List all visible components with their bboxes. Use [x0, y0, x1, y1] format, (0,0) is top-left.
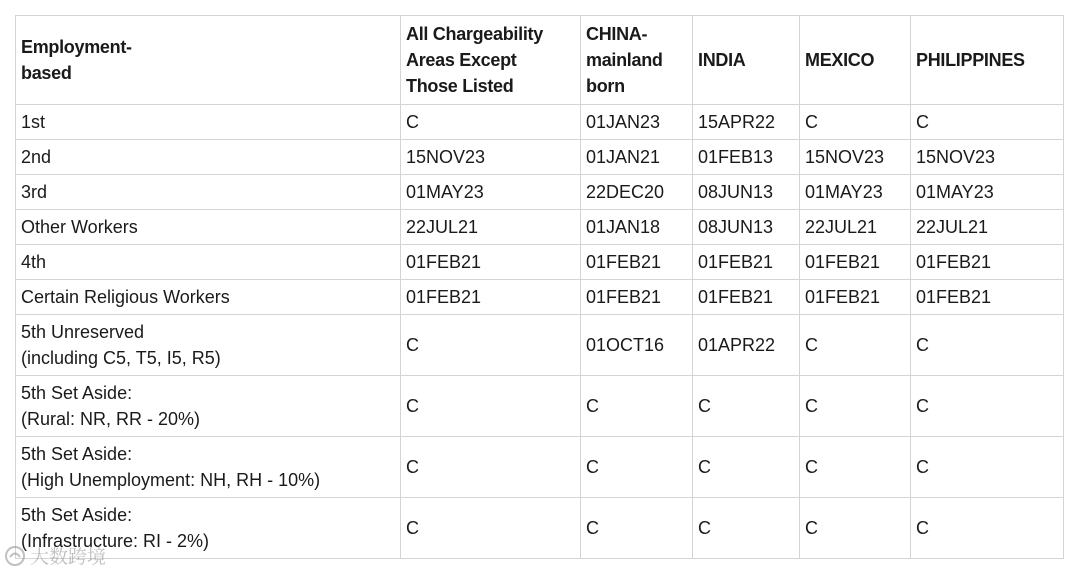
cell-mexico: C [800, 105, 911, 140]
cell-mexico: 01FEB21 [800, 280, 911, 315]
cell-india: C [693, 437, 800, 498]
cell-all-chargeability: C [401, 498, 581, 559]
cell-mexico: C [800, 498, 911, 559]
cell-all-chargeability: C [401, 315, 581, 376]
cell-india: C [693, 498, 800, 559]
cell-india: 08JUN13 [693, 175, 800, 210]
table-row [16, 245, 1064, 280]
cell-category: 5th Set Aside: (Infrastructure: RI - 2%) [16, 498, 401, 559]
employment-based-dates-table [15, 15, 1064, 559]
cell-philippines: C [911, 315, 1064, 376]
cell-all-chargeability: 22JUL21 [401, 210, 581, 245]
table-row [16, 437, 1064, 498]
cell-china: C [581, 376, 693, 437]
cell-philippines: 01FEB21 [911, 280, 1064, 315]
table-row [16, 105, 1064, 140]
cell-philippines: 01FEB21 [911, 245, 1064, 280]
cell-mexico: C [800, 376, 911, 437]
cell-mexico: 01MAY23 [800, 175, 911, 210]
table-row [16, 140, 1064, 175]
cell-all-chargeability: 01MAY23 [401, 175, 581, 210]
cell-china: C [581, 498, 693, 559]
cell-all-chargeability: 01FEB21 [401, 280, 581, 315]
cell-category: 5th Set Aside: (High Unemployment: NH, RH - 10%) [16, 437, 401, 498]
table-row [16, 175, 1064, 210]
cell-china: 22DEC20 [581, 175, 693, 210]
table-row [16, 376, 1064, 437]
table-row [16, 210, 1064, 245]
cell-all-chargeability: 15NOV23 [401, 140, 581, 175]
cell-india: 01FEB21 [693, 245, 800, 280]
watermark [4, 542, 106, 569]
header-employment-based: Employment- based [16, 16, 401, 105]
cell-philippines: 15NOV23 [911, 140, 1064, 175]
watermark-logo-icon [4, 545, 26, 567]
table-row [16, 280, 1064, 315]
cell-all-chargeability: 01FEB21 [401, 245, 581, 280]
cell-category: 5th Set Aside: (Rural: NR, RR - 20%) [16, 376, 401, 437]
table-body [16, 105, 1064, 559]
cell-all-chargeability: C [401, 105, 581, 140]
cell-category: 1st [16, 105, 401, 140]
cell-mexico: 22JUL21 [800, 210, 911, 245]
cell-all-chargeability: C [401, 376, 581, 437]
cell-philippines: 22JUL21 [911, 210, 1064, 245]
header-mexico: MEXICO [800, 16, 911, 105]
cell-category: 5th Unreserved (including C5, T5, I5, R5) [16, 315, 401, 376]
watermark-text: 大数跨境 [30, 546, 107, 568]
header-india: INDIA [693, 16, 800, 105]
cell-china: 01JAN21 [581, 140, 693, 175]
cell-india: 08JUN13 [693, 210, 800, 245]
header-all-chargeability: All Chargeability Areas Except Those Listed [401, 16, 581, 105]
cell-category: Certain Religious Workers [16, 280, 401, 315]
cell-philippines: C [911, 376, 1064, 437]
header-china: CHINA- mainland born [581, 16, 693, 105]
cell-china: 01OCT16 [581, 315, 693, 376]
visa-bulletin-table-container [15, 15, 1063, 559]
cell-philippines: C [911, 498, 1064, 559]
cell-india: C [693, 376, 800, 437]
cell-mexico: C [800, 437, 911, 498]
cell-mexico: 15NOV23 [800, 140, 911, 175]
cell-category: 3rd [16, 175, 401, 210]
cell-all-chargeability: C [401, 437, 581, 498]
cell-china: 01JAN23 [581, 105, 693, 140]
table-row [16, 315, 1064, 376]
cell-china: 01FEB21 [581, 245, 693, 280]
cell-china: 01FEB21 [581, 280, 693, 315]
cell-india: 15APR22 [693, 105, 800, 140]
cell-mexico: C [800, 315, 911, 376]
cell-india: 01APR22 [693, 315, 800, 376]
cell-china: 01JAN18 [581, 210, 693, 245]
cell-category: Other Workers [16, 210, 401, 245]
cell-mexico: 01FEB21 [800, 245, 911, 280]
cell-philippines: C [911, 105, 1064, 140]
cell-philippines: 01MAY23 [911, 175, 1064, 210]
table-header-row [16, 16, 1064, 105]
cell-philippines: C [911, 437, 1064, 498]
cell-india: 01FEB21 [693, 280, 800, 315]
cell-category: 4th [16, 245, 401, 280]
cell-china: C [581, 437, 693, 498]
cell-india: 01FEB13 [693, 140, 800, 175]
cell-category: 2nd [16, 140, 401, 175]
header-philippines: PHILIPPINES [911, 16, 1064, 105]
table-row [16, 498, 1064, 559]
